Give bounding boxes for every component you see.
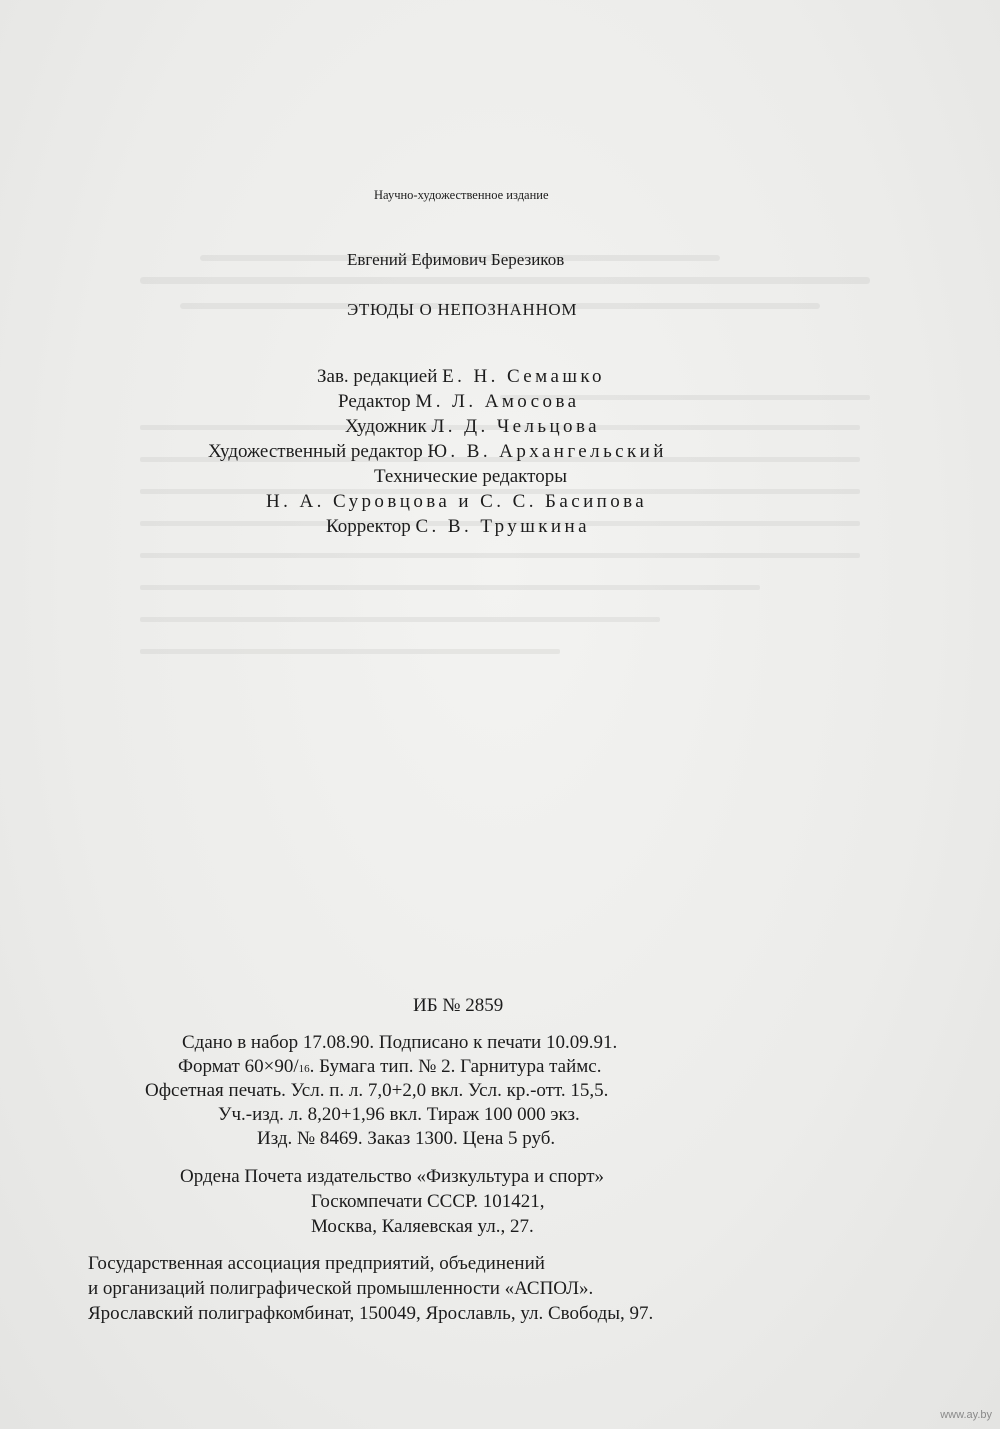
- credit-role: Корректор: [326, 516, 411, 537]
- format-label: Формат: [178, 1056, 240, 1077]
- credit-proofreader: [326, 517, 590, 536]
- author-name: Евгений Ефимович Березиков: [347, 250, 565, 269]
- credit-person: С. В. Трушкина: [415, 516, 590, 537]
- credit-person: Е. Н. Семашко: [442, 366, 605, 387]
- credit-artist: [345, 417, 600, 436]
- credit-role: Редактор: [338, 391, 411, 412]
- format-rest: . Бумага тип. № 2. Гарнитура таймс.: [309, 1056, 602, 1077]
- imprint-line-format: [178, 1057, 602, 1076]
- credit-person: Л. Д. Чельцова: [431, 416, 600, 437]
- credit-art-editor: [208, 442, 667, 461]
- ib-number: ИБ № 2859: [413, 995, 504, 1016]
- credit-tech-editors-heading: Технические редакторы: [374, 466, 567, 487]
- credit-person: Ю. В. Архангельский: [427, 441, 667, 462]
- imprint-line-typeset: Сдано в набор 17.08.90. Подписано к печати 10.09.91.: [182, 1032, 618, 1053]
- printer-line-3: Ярославский полиграфкомбинат, 150049, Ярославль, ул. Свободы, 97.: [88, 1303, 654, 1324]
- imprint-line-sheets: Уч.-изд. л. 8,20+1,96 вкл. Тираж 100 000 экз.: [218, 1104, 580, 1125]
- publisher-line-2: Госкомпечати СССР. 101421,: [311, 1191, 545, 1212]
- credit-person: М. Л. Амосова: [415, 391, 580, 412]
- credit-head-editor: [317, 367, 605, 386]
- book-title: ЭТЮДЫ О НЕПОЗНАННОМ: [347, 300, 578, 319]
- credit-role: Художественный редактор: [208, 441, 423, 462]
- imprint-line-offset: Офсетная печать. Усл. п. л. 7,0+2,0 вкл. Усл. кр.-отт. 15,5.: [145, 1080, 609, 1101]
- printer-line-1: Государственная ассоциация предприятий, объединений: [88, 1253, 545, 1274]
- credit-role: Зав. редакцией: [317, 366, 438, 387]
- edition-type: Научно-художественное издание: [374, 188, 549, 202]
- format-fraction: 16: [298, 1063, 310, 1075]
- credit-role: Художник: [345, 416, 427, 437]
- site-watermark: www.ay.by: [940, 1409, 992, 1421]
- publisher-line-3: Москва, Каляевская ул., 27.: [311, 1216, 534, 1237]
- printer-line-2: и организаций полиграфической промышленности «АСПОЛ».: [88, 1278, 594, 1299]
- credit-tech-editors-names: Н. А. Суровцова и С. С. Басипова: [266, 491, 648, 512]
- format-value: 60×90/: [244, 1056, 299, 1077]
- imprint-line-order: Изд. № 8469. Заказ 1300. Цена 5 руб.: [257, 1128, 556, 1149]
- publisher-line-1: Ордена Почета издательство «Физкультура и спорт»: [180, 1166, 605, 1187]
- credit-editor: [338, 392, 579, 411]
